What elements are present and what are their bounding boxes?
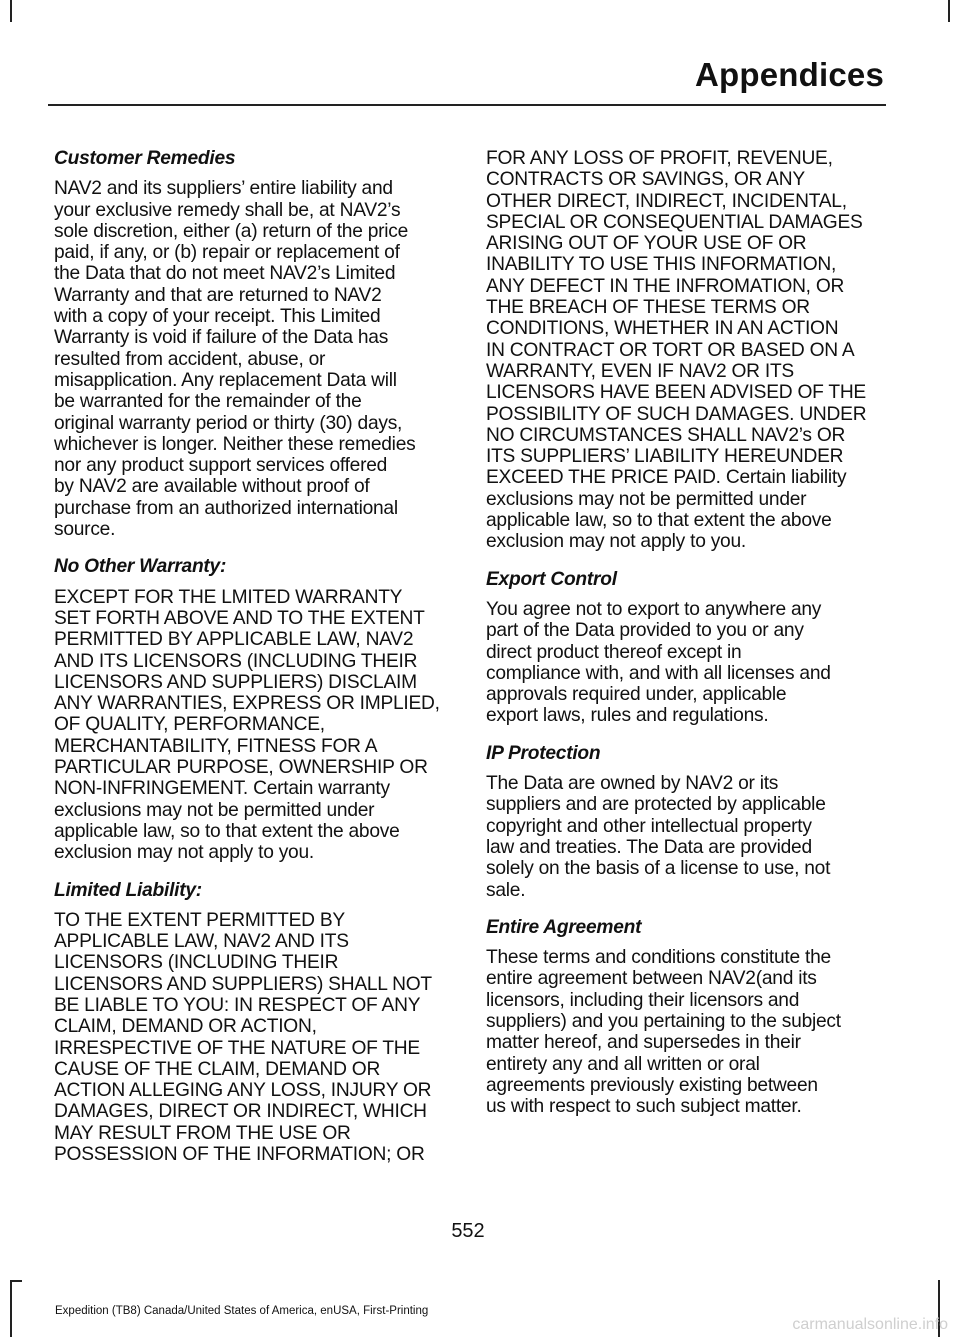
- text-line: BE LIABLE TO YOU: IN RESPECT OF ANY: [54, 994, 421, 1016]
- text-line: exclusion may not apply to you.: [54, 842, 314, 864]
- text-line: suppliers) and you pertaining to the subject: [486, 1010, 841, 1032]
- text-line: POSSESSION OF THE INFORMATION; OR: [54, 1144, 425, 1166]
- section-paragraph: [54, 178, 452, 540]
- text-line: CONTRACTS OR SAVINGS, OR ANY: [486, 169, 805, 191]
- text-line: export laws, rules and regulations.: [486, 705, 769, 727]
- text-line: sale.: [486, 879, 526, 901]
- text-line: PERMITTED BY APPLICABLE LAW, NAV2: [54, 629, 414, 651]
- text-line: be warranted for the remainder of the: [54, 391, 362, 413]
- crop-mark-bottom-left-h: [10, 1280, 22, 1282]
- text-line: licensors, including their licensors and: [486, 989, 800, 1011]
- text-line: ANY DEFECT IN THE INFROMATION, OR: [486, 275, 845, 297]
- text-line: applicable law, so to that extent the above: [486, 510, 832, 532]
- text-line: These terms and conditions constitute the: [486, 947, 831, 969]
- crop-mark-top-left: [10, 0, 12, 22]
- text-line: SPECIAL OR CONSEQUENTIAL DAMAGES: [486, 211, 863, 233]
- section-paragraph: [486, 773, 882, 901]
- left-column: [54, 148, 452, 1181]
- text-line: ANY WARRANTIES, EXPRESS OR IMPLIED,: [54, 693, 440, 715]
- text-line: entire agreement between NAV2(and its: [486, 968, 817, 990]
- text-line: NON-INFRINGEMENT. Certain warranty: [54, 778, 390, 800]
- text-line: FOR ANY LOSS OF PROFIT, REVENUE,: [486, 148, 833, 169]
- text-line: with a copy of your receipt. This Limited: [54, 306, 381, 328]
- text-line: us with respect to such subject matter.: [486, 1096, 802, 1118]
- text-line: exclusion may not apply to you.: [486, 531, 746, 553]
- text-line: THE BREACH OF THESE TERMS OR: [486, 297, 810, 319]
- text-line: matter hereof, and supersedes in their: [486, 1032, 801, 1054]
- text-line: source.: [54, 519, 116, 541]
- text-line: purchase from an authorized international: [54, 497, 398, 519]
- section-heading: Export Control: [486, 568, 617, 590]
- section-heading: Entire Agreement: [486, 916, 642, 938]
- text-line: by NAV2 are available without proof of: [54, 476, 370, 498]
- text-line: ARISING OUT OF YOUR USE OF OR: [486, 233, 807, 255]
- text-line: OTHER DIRECT, INDIRECT, INCIDENTAL,: [486, 190, 847, 212]
- text-line: AND ITS LICENSORS (INCLUDING THEIR: [54, 650, 418, 672]
- text-line: EXCEED THE PRICE PAID. Certain liability: [486, 467, 847, 489]
- text-line: MAY RESULT FROM THE USE OR: [54, 1122, 351, 1144]
- section-paragraph: [54, 587, 452, 864]
- text-line: ITS SUPPLIERS’ LIABILITY HEREUNDER: [486, 446, 844, 468]
- text-line: exclusions may not be permitted under: [54, 799, 375, 821]
- text-line: Warranty is void if failure of the Data has: [54, 327, 389, 349]
- text-line: DAMAGES, DIRECT OR INDIRECT, WHICH: [54, 1101, 427, 1123]
- right-column: [486, 148, 882, 1133]
- text-line: original warranty period or thirty (30) days,: [54, 412, 403, 434]
- text-line: copyright and other intellectual property: [486, 815, 812, 837]
- text-line: NAV2 and its suppliers’ entire liability and: [54, 178, 393, 200]
- text-line: OF QUALITY, PERFORMANCE,: [54, 714, 325, 736]
- text-line: law and treaties. The Data are provided: [486, 836, 812, 858]
- watermark-text: carmanualsonline.info: [792, 1316, 948, 1333]
- page-number: 552: [451, 1220, 485, 1242]
- text-line: CONDITIONS, WHETHER IN AN ACTION: [486, 318, 839, 340]
- text-line: IN CONTRACT OR TORT OR BASED ON A: [486, 339, 855, 361]
- section-heading: Customer Remedies: [54, 148, 236, 169]
- text-line: SET FORTH ABOVE AND TO THE EXTENT: [54, 607, 425, 629]
- text-line: IRRESPECTIVE OF THE NATURE OF THE: [54, 1037, 420, 1059]
- text-line: entirety any and all written or oral: [486, 1053, 760, 1075]
- text-line: LICENSORS AND SUPPLIERS) DISCLAIM: [54, 671, 417, 693]
- section-heading: IP Protection: [486, 742, 601, 764]
- section-paragraph: [486, 148, 882, 553]
- text-line: applicable law, so to that extent the above: [54, 820, 400, 842]
- text-line: MERCHANTABILITY, FITNESS FOR A: [54, 735, 378, 757]
- text-line: POSSIBILITY OF SUCH DAMAGES. UNDER: [486, 403, 867, 425]
- text-line: solely on the basis of a license to use, not: [486, 858, 831, 880]
- text-line: exclusions may not be permitted under: [486, 488, 807, 510]
- text-line: misapplication. Any replacement Data will: [54, 369, 397, 391]
- text-line: Warranty and that are returned to NAV2: [54, 284, 382, 306]
- text-line: approvals required under, applicable: [486, 684, 787, 706]
- text-line: EXCEPT FOR THE LMITED WARRANTY: [54, 586, 403, 608]
- page-header-title: Appendices: [694, 56, 884, 93]
- text-line: TO THE EXTENT PERMITTED BY: [54, 909, 345, 931]
- header-rule: [48, 104, 886, 106]
- text-line: LICENSORS (INCLUDING THEIR: [54, 952, 339, 974]
- text-line: paid, if any, or (b) repair or replacement of: [54, 242, 400, 264]
- section-heading: No Other Warranty:: [54, 556, 227, 578]
- text-line: You agree not to export to anywhere any: [486, 598, 822, 620]
- text-line: your exclusive remedy shall be, at NAV2’s: [54, 199, 401, 221]
- crop-mark-top-right: [948, 0, 950, 22]
- text-line: part of the Data provided to you or any: [486, 620, 804, 642]
- text-line: The Data are owned by NAV2 or its: [486, 773, 779, 795]
- section-paragraph: [486, 947, 882, 1117]
- text-line: CAUSE OF THE CLAIM, DEMAND OR: [54, 1058, 381, 1080]
- section-heading: Limited Liability:: [54, 879, 202, 901]
- text-line: LICENSORS AND SUPPLIERS) SHALL NOT: [54, 973, 432, 995]
- text-line: INABILITY TO USE THIS INFORMATION,: [486, 254, 837, 276]
- text-line: compliance with, and with all licenses and: [486, 662, 831, 684]
- text-line: sole discretion, either (a) return of the price: [54, 220, 409, 242]
- text-line: agreements previously existing between: [486, 1074, 818, 1096]
- section-paragraph: [486, 599, 882, 727]
- text-line: LICENSORS HAVE BEEN ADVISED OF THE: [486, 382, 866, 404]
- text-line: PARTICULAR PURPOSE, OWNERSHIP OR: [54, 757, 428, 779]
- text-line: suppliers and are protected by applicable: [486, 794, 826, 816]
- text-line: NO CIRCUMSTANCES SHALL NAV2’s OR: [486, 424, 846, 446]
- text-line: ACTION ALLEGING ANY LOSS, INJURY OR: [54, 1080, 432, 1102]
- text-line: whichever is longer. Neither these remedies: [54, 433, 416, 455]
- section-paragraph: [54, 910, 452, 1166]
- text-line: direct product thereof except in: [486, 641, 742, 663]
- text-line: APPLICABLE LAW, NAV2 AND ITS: [54, 931, 349, 953]
- crop-mark-bottom-left: [10, 1280, 12, 1337]
- text-line: nor any product support services offered: [54, 455, 388, 477]
- text-line: the Data that do not meet NAV2’s Limited: [54, 263, 396, 285]
- text-line: CLAIM, DEMAND OR ACTION,: [54, 1016, 317, 1038]
- text-line: resulted from accident, abuse, or: [54, 348, 326, 370]
- text-line: WARRANTY, EVEN IF NAV2 OR ITS: [486, 360, 794, 382]
- footer-edition-text: Expedition (TB8) Canada/United States of America, enUSA, First-Printing: [55, 1305, 429, 1317]
